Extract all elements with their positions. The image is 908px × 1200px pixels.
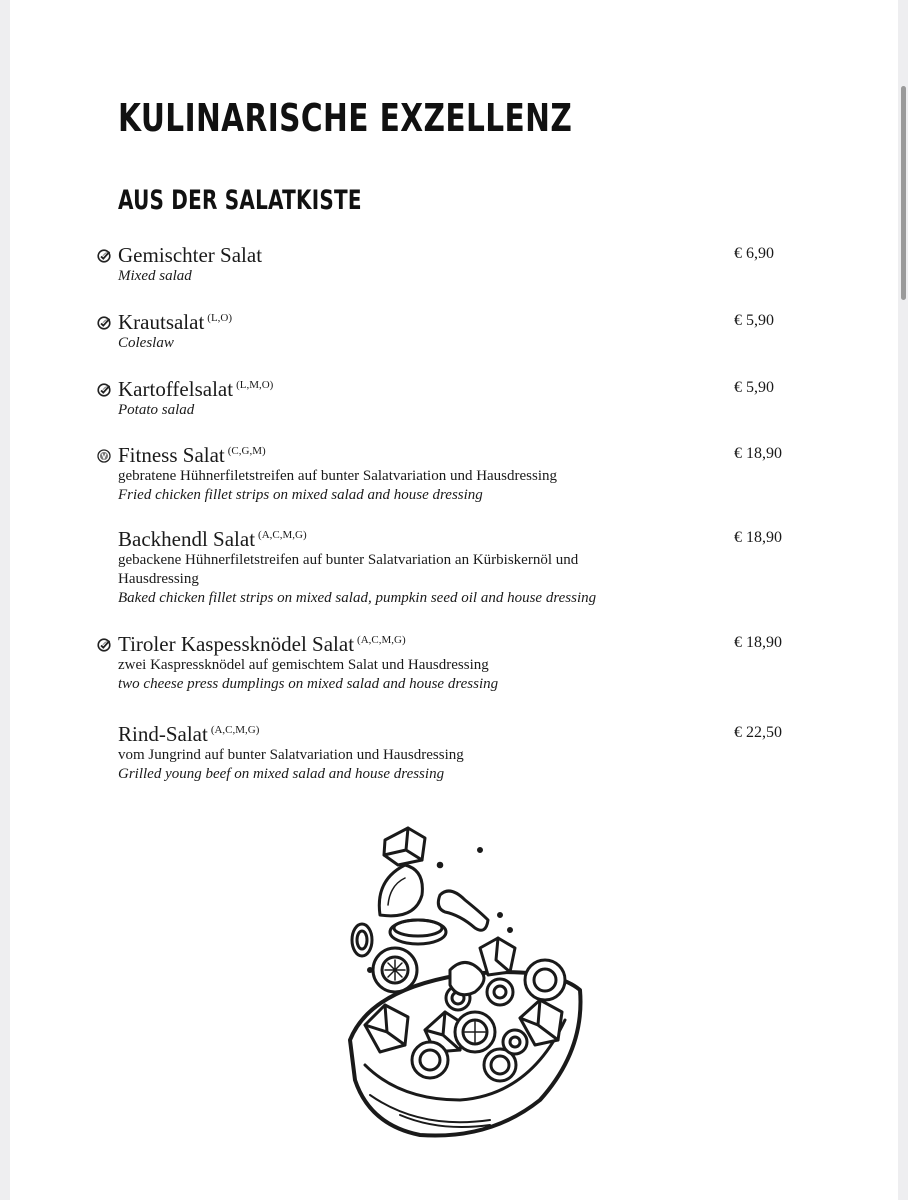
allergen-codes: (L,O)	[207, 312, 233, 324]
item-name: Tiroler Kaspessknödel Salat $^{(A,C,M,G)}$	[118, 632, 406, 656]
item-description-en: Fried chicken fillet strips on mixed salad and house dressing	[118, 487, 483, 503]
item-price: € 6,90	[734, 245, 774, 262]
allergen-codes: (C,G,M)	[227, 445, 266, 457]
allergen-codes: (L,M,O)	[236, 379, 274, 391]
menu-item	[118, 443, 798, 505]
item-price: € 22,50	[734, 724, 782, 741]
allergen-codes: (A,C,M,G)	[258, 529, 307, 541]
item-description-en: two cheese press dumplings on mixed salad and house dressing	[118, 676, 499, 692]
salad-bowl-illustration	[340, 820, 590, 1160]
item-name: Gemischter Salat	[118, 243, 263, 267]
item-description-de: zwei Kaspressknödel auf gemischtem Salat und Hausdressing	[118, 657, 489, 673]
page-title: KULINARISCHE EXZELLENZ	[118, 96, 573, 140]
menu-page	[10, 0, 898, 1200]
item-description-en: Baked chicken fillet strips on mixed salad, pumpkin seed oil and house dressing	[118, 590, 597, 606]
item-price: € 18,90	[734, 445, 782, 462]
menu-item	[118, 243, 798, 286]
item-description-en: Grilled young beef on mixed salad and house dressing	[118, 766, 445, 782]
vegetarian-icon	[97, 316, 111, 330]
item-price: € 18,90	[734, 634, 782, 651]
menu-item	[118, 377, 798, 420]
item-name: Backhendl Salat $^{(A,C,M,G)}$	[118, 527, 307, 551]
menu-item	[118, 632, 798, 694]
scrollbar-thumb[interactable]	[901, 86, 906, 300]
item-price: € 5,90	[734, 379, 774, 396]
item-description-en: Potato salad	[118, 402, 195, 418]
item-name: Fitness Salat $^{(C,G,M)}$	[118, 443, 266, 467]
allergen-codes: (A,C,M,G)	[210, 724, 260, 736]
section-title: AUS DER SALATKISTE	[118, 185, 362, 216]
item-description-de: gebratene Hühnerfiletstreifen auf bunter Salatvariation und Hausdressing	[118, 468, 558, 484]
menu-item	[118, 310, 798, 353]
item-name: Rind-Salat $^{(A,C,M,G)}$	[118, 722, 260, 746]
item-price: € 18,90	[734, 529, 782, 546]
item-description-de: gebackene Hühnerfiletstreifen auf bunter Salatvariation an Kürbiskernöl und Hausdressing	[118, 552, 579, 587]
menu-item	[118, 722, 798, 784]
allergen-codes: (A,C,M,G)	[357, 634, 406, 646]
item-name: Kartoffelsalat $^{(L,M,O)}$	[118, 377, 274, 401]
item-price: € 5,90	[734, 312, 774, 329]
item-description-en: Mixed salad	[118, 268, 192, 284]
menu-item	[118, 527, 798, 608]
vegetarian-icon	[97, 383, 111, 397]
vegetarian-icon	[97, 638, 111, 652]
item-name: Krautsalat $^{(L,O)}$	[118, 310, 233, 334]
vegetarian-icon	[97, 249, 111, 263]
scrollbar[interactable]	[898, 0, 908, 1200]
fitness-icon	[97, 449, 111, 463]
item-description-de: vom Jungrind auf bunter Salatvariation und Hausdressing	[118, 747, 464, 763]
item-description-en: Coleslaw	[118, 335, 174, 351]
